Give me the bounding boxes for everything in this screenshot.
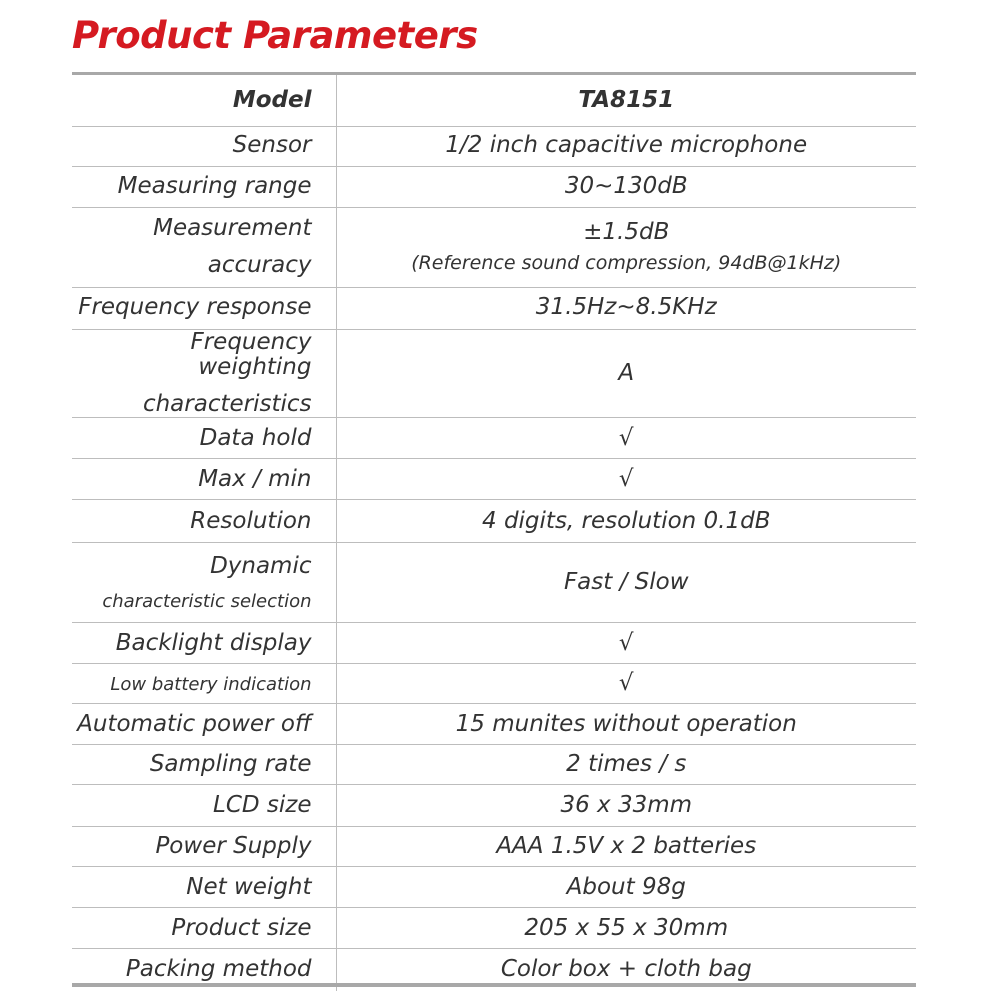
param-value: 30~130dB bbox=[336, 166, 916, 207]
param-label-line: Dynamic bbox=[210, 553, 312, 580]
table-row bbox=[72, 827, 916, 867]
param-label bbox=[72, 207, 336, 287]
param-value: 15 munites without operation bbox=[336, 704, 916, 745]
param-value: Color box + cloth bag bbox=[336, 949, 916, 991]
param-label: Max / min bbox=[72, 459, 336, 500]
param-label: Model bbox=[72, 75, 336, 126]
param-value: 4 digits, resolution 0.1dB bbox=[336, 500, 916, 543]
param-label: Sampling rate bbox=[72, 745, 336, 785]
table-row bbox=[72, 785, 916, 827]
param-label: Net weight bbox=[72, 867, 336, 908]
param-label: Packing method bbox=[125, 956, 312, 983]
parameters-table bbox=[72, 75, 916, 991]
param-label: Backlight display bbox=[72, 623, 336, 664]
param-value: TA8151 bbox=[336, 75, 916, 126]
table-row bbox=[72, 166, 916, 207]
table-row bbox=[72, 459, 916, 500]
param-label-line: Measurement bbox=[153, 214, 312, 241]
param-label: Resolution bbox=[72, 500, 336, 543]
param-label-text: Low battery indication bbox=[110, 674, 312, 696]
table-row bbox=[72, 418, 916, 459]
param-value: √ bbox=[336, 623, 916, 664]
param-value: 205 x 55 x 30mm bbox=[336, 908, 916, 949]
param-label bbox=[72, 664, 336, 704]
param-label: LCD size bbox=[72, 785, 336, 827]
table-row bbox=[72, 126, 916, 166]
param-value: √ bbox=[336, 664, 916, 704]
param-label-line: accuracy bbox=[207, 252, 312, 278]
param-value: √ bbox=[336, 418, 916, 459]
table-row bbox=[72, 207, 916, 287]
param-value-note: (Reference sound compression, 94dB@1kHz) bbox=[411, 252, 842, 275]
param-value: 1/2 inch capacitive microphone bbox=[336, 126, 916, 166]
param-label-line: characteristic selection bbox=[102, 590, 312, 612]
param-label: Sensor bbox=[72, 126, 336, 166]
table-row bbox=[72, 500, 916, 543]
table-row bbox=[72, 623, 916, 664]
param-label-line: characteristics bbox=[142, 391, 312, 418]
param-label: Data hold bbox=[72, 418, 336, 459]
param-label: Automatic power off bbox=[72, 704, 336, 745]
page-title: Product Parameters bbox=[72, 14, 478, 57]
table-row bbox=[72, 664, 916, 704]
param-value bbox=[336, 207, 916, 287]
param-label: Measuring range bbox=[72, 166, 336, 207]
table-row bbox=[72, 329, 916, 418]
param-label-line: Frequency weighting bbox=[190, 328, 312, 380]
param-value-main: ±1.5dB bbox=[583, 218, 670, 245]
param-label: Product size bbox=[72, 908, 336, 949]
param-label: Frequency response bbox=[72, 287, 336, 329]
param-value: √ bbox=[336, 459, 916, 500]
table-row bbox=[72, 704, 916, 745]
param-value: About 98g bbox=[336, 867, 916, 908]
table-row bbox=[72, 745, 916, 785]
table-row bbox=[72, 287, 916, 329]
param-label: Power Supply bbox=[72, 827, 336, 867]
param-label bbox=[72, 329, 336, 418]
table-row bbox=[72, 908, 916, 949]
param-value: 2 times / s bbox=[336, 745, 916, 785]
table-row bbox=[72, 75, 916, 126]
param-value: 31.5Hz~8.5KHz bbox=[336, 287, 916, 329]
table-row bbox=[72, 543, 916, 623]
param-value: Fast / Slow bbox=[336, 543, 916, 623]
param-value: 36 x 33mm bbox=[336, 785, 916, 827]
param-value: AAA 1.5V x 2 batteries bbox=[336, 827, 916, 867]
table-row bbox=[72, 867, 916, 908]
bottom-divider bbox=[72, 983, 916, 987]
param-value: A bbox=[336, 329, 916, 418]
param-label bbox=[72, 543, 336, 623]
